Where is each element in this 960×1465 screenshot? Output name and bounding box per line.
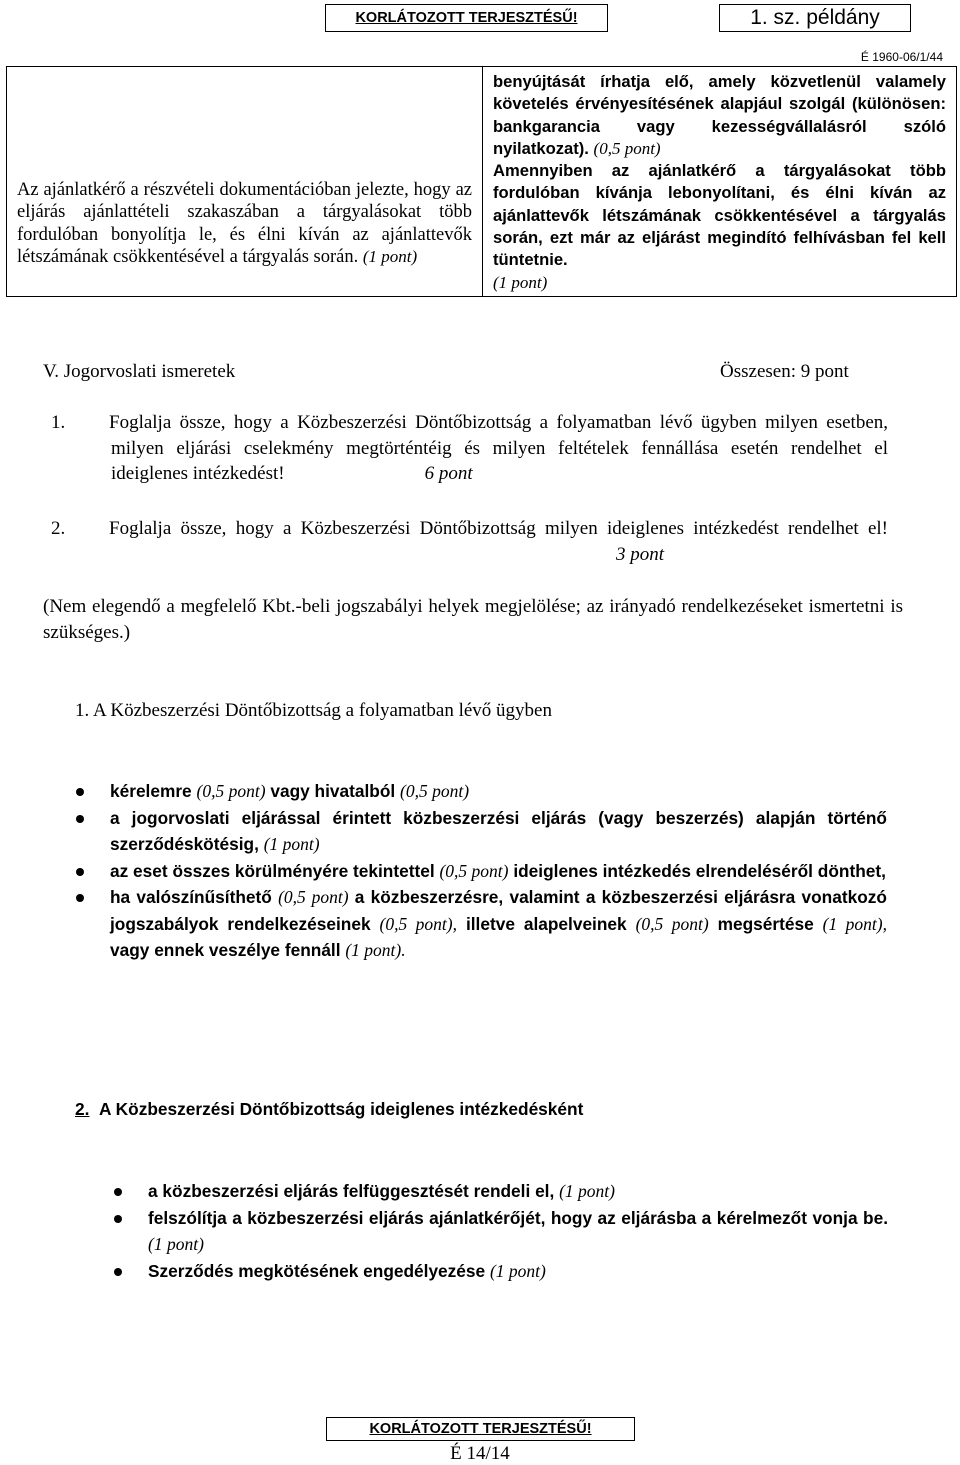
list-item	[110, 805, 887, 858]
bullet-points: (1 pont)	[148, 1234, 204, 1254]
question-number: 2.	[51, 518, 66, 539]
bullet-icon	[76, 868, 84, 876]
question-text: Foglalja össze, hogy a Közbeszerzési Döntőbizottság a folyamatban lévő ügyben milyen esetben, milyen eljárási cselekmény megtörténtéig és milyen feltételek fennállása esetén rendelhet el ideiglenes intézkedést!	[109, 412, 888, 484]
table-cell-right	[483, 67, 957, 297]
answer-2-heading	[75, 1099, 583, 1120]
bullet-text: illetve alapelveinek	[465, 913, 627, 934]
question-2	[43, 516, 888, 567]
table-cell-left	[7, 67, 483, 297]
list-item	[148, 1205, 888, 1258]
answer-1-list	[110, 778, 887, 964]
bullet-points: (0,5 pont)	[278, 887, 349, 907]
answer-2-number: 2.	[75, 1099, 90, 1119]
bullet-points: (0,5 pont),	[379, 913, 458, 934]
bullet-points: (1 pont)	[489, 1260, 546, 1281]
bullet-icon	[114, 1268, 122, 1276]
bullet-text: Szerződés megkötésének engedélyezése	[148, 1260, 486, 1281]
bullet-icon	[76, 894, 84, 902]
bullet-icon	[114, 1188, 122, 1196]
bullet-text: vagy hivatalból	[270, 781, 396, 801]
right-cell-text-1: benyújtását írhatja elő, amely közvetlenül valamely követelés érvényesítésének alapjául szolgál (különösen: bankgarancia vagy kezességvállalásról szóló nyilatkozat).	[493, 72, 946, 158]
copy-number-text: 1. sz. példány	[750, 6, 880, 29]
bullet-text: a jogorvoslati eljárással érintett közbeszerzési eljárás (vagy beszerzés) alapján történő szerződéskötésig,	[110, 807, 887, 854]
bullet-points: (0,5 pont)	[635, 913, 709, 934]
bullet-text: ideiglenes intézkedés elrendeléséről dönthet,	[513, 860, 886, 881]
list-item	[148, 1258, 888, 1285]
instruction-note: (Nem elegendő a megfelelő Kbt.-beli jogszabályi helyek megjelölése; az irányadó rendelkezéseket ismertetni is szükséges.)	[43, 596, 903, 643]
right-cell-points-2: (1 pont)	[493, 272, 548, 292]
left-cell-points: (1 pont)	[362, 246, 418, 266]
bullet-points: (1 pont).	[345, 940, 406, 960]
answer-2-title: A Közbeszerzési Döntőbizottság ideiglenes intézkedésként	[99, 1099, 584, 1119]
bullet-text: az eset összes körülményére tekintettel	[110, 860, 435, 881]
previous-answer-table	[6, 66, 957, 297]
bullet-text: kérelemre	[110, 781, 192, 801]
left-cell-text: Az ajánlatkérő a részvételi dokumentációban jelezte, hogy az eljárás ajánlattételi szakaszában a tárgyalásokat több fordulóban bonyolítja le, és élni kíván az ajánlattevők létszámának csökkentésével a tárgyalás során.	[17, 180, 472, 267]
bullet-text: a közbeszerzésre, valamint a közbeszerzési eljárásra vonatkozó jogszabályok rendelkezéseinek	[110, 887, 887, 934]
document-code: É 1960-06/1/44	[860, 50, 943, 64]
bullet-text: vagy ennek veszélye fennáll	[110, 940, 341, 960]
list-item	[110, 778, 887, 805]
page-number: É 14/14	[450, 1443, 510, 1464]
bullet-icon	[114, 1215, 122, 1223]
bullet-points: (1 pont)	[559, 1181, 616, 1201]
footer-restricted-label: KORLÁTOZOTT TERJESZTÉSŰ!	[326, 1417, 635, 1441]
bullet-text: a közbeszerzési eljárás felfüggesztését rendeli el,	[148, 1181, 555, 1201]
question-points: 6 pont	[424, 463, 473, 484]
list-item	[110, 858, 887, 885]
question-1	[43, 410, 888, 487]
bullet-text: felszólítja a közbeszerzési eljárás ajánlatkérőjét, hogy az eljárásba a kérelmezőt vonja be.	[148, 1207, 888, 1228]
answer-2-list	[148, 1178, 888, 1284]
bullet-points: (1 pont),	[822, 913, 888, 934]
bullet-points: (0,5 pont)	[400, 781, 470, 801]
copy-number-label	[719, 4, 911, 32]
list-item	[148, 1178, 888, 1205]
question-number: 1.	[51, 412, 66, 433]
bullet-points: (0,5 pont)	[439, 860, 509, 881]
bullet-text: megsértése	[717, 913, 814, 934]
question-text: Foglalja össze, hogy a Közbeszerzési Döntőbizottság milyen ideiglenes intézkedést rendelhet el!	[109, 518, 888, 539]
bullet-text: ha valószínűsíthető	[110, 887, 272, 907]
bullet-icon	[76, 788, 84, 796]
answer-1-heading: 1. A Közbeszerzési Döntőbizottság a folyamatban lévő ügyben	[75, 700, 552, 721]
section-title: V. Jogorvoslati ismeretek	[43, 361, 236, 382]
question-points: 3 pont	[616, 543, 665, 565]
section-total: Összesen: 9 pont	[720, 361, 849, 382]
right-cell-text-2: Amennyiben az ajánlatkérő a tárgyalásokat több fordulóban kívánja lebonyolítani, és élni kíván az ajánlattevők létszámának csökkentésével a tárgyalás során, ezt már az eljárást megindító felhívásban fel kell tüntetnie.	[493, 161, 946, 270]
restricted-distribution-label: KORLÁTOZOTT TERJESZTÉSŰ!	[325, 4, 608, 32]
bullet-points: (1 pont)	[263, 834, 320, 854]
bullet-points: (0,5 pont)	[196, 781, 266, 801]
list-item	[110, 884, 887, 964]
table-row	[7, 67, 957, 297]
bullet-icon	[76, 815, 84, 823]
right-cell-points-1: (0,5 pont)	[593, 138, 661, 158]
